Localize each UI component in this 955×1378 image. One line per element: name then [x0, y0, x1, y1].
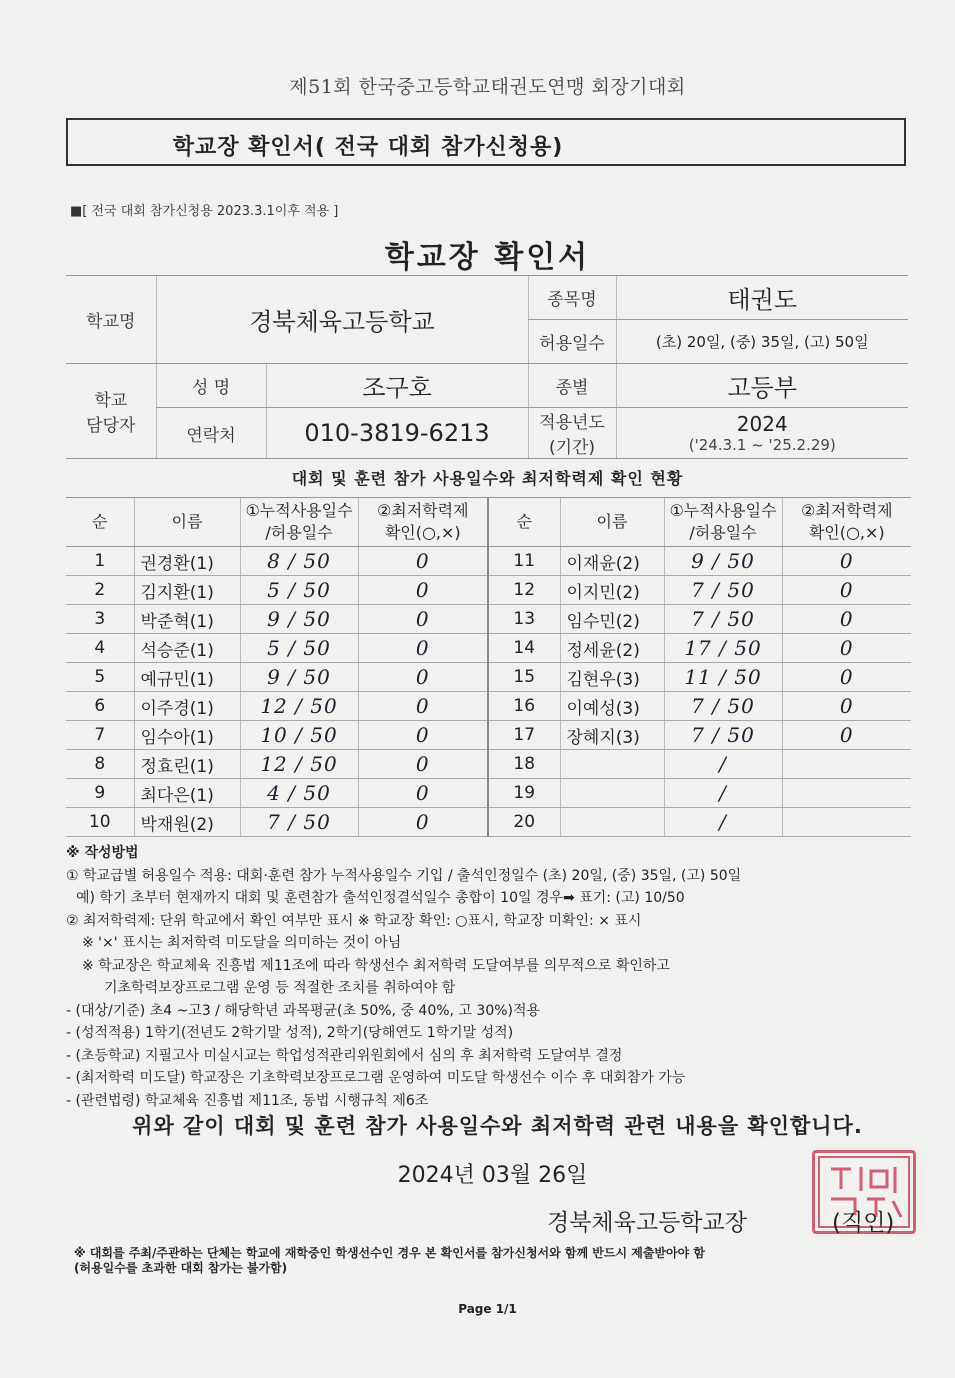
col-academic-left-l2: 확인(○,×) — [384, 523, 461, 542]
school-name-value: 경북체육고등학교 — [156, 276, 528, 364]
days-used: 7 / 50 — [664, 605, 782, 634]
academic-check: 0 — [782, 605, 911, 634]
period-value: ('24.3.1 ~ '25.2.29) — [688, 436, 836, 454]
confirmation-statement: 위와 같이 대회 및 훈련 참가 사용일수와 최저학력 관련 내용을 확인합니다. — [132, 1114, 863, 1138]
note-line: ② 최저학력제: 단위 학교에서 확인 여부만 표시 ※ 학교장 확인: ○표시, 학교장 미확인: × 표시 — [66, 912, 642, 929]
athlete-name — [560, 750, 664, 779]
athlete-name — [560, 808, 664, 837]
days-used: 9 / 50 — [240, 605, 358, 634]
footnote-line-1: ※ 대회를 주최/주관하는 단체는 학교에 재학중인 학생선수인 경우 본 확인서를 참가신청서와 함께 반드시 제출받아야 함 — [74, 1246, 705, 1260]
col-academic-left-l1: ②최저학력제 — [376, 501, 469, 520]
allowed-days-value: (초) 20일, (중) 35일, (고) 50일 — [616, 320, 908, 364]
contact-label: 연락처 — [156, 408, 266, 459]
table-row — [66, 547, 911, 576]
table-row — [66, 750, 911, 779]
allowed-days-label: 허용일수 — [528, 320, 616, 364]
academic-check: 0 — [782, 547, 911, 576]
sport-value: 태권도 — [616, 276, 908, 320]
note-line: ① 학교급별 허용일수 적용: 대회·훈련 참가 누적사용일수 기입 / 출석인정일수 (초) 20일, (중) 35일, (고) 50일 — [66, 867, 742, 884]
academic-check: 0 — [358, 605, 488, 634]
academic-check: 0 — [358, 750, 488, 779]
staff-label-line1: 학교 — [94, 391, 128, 411]
year-label-line1: 적용년도 — [539, 413, 605, 433]
academic-check — [782, 808, 911, 837]
division-value: 고등부 — [616, 364, 908, 408]
col-academic-right-l1: ②최저학력제 — [800, 501, 893, 520]
table-row — [66, 663, 911, 692]
academic-check: 0 — [358, 779, 488, 808]
days-used: 11 / 50 — [664, 663, 782, 692]
table-row — [66, 692, 911, 721]
section-title: 대회 및 훈련 참가 사용일수와 최저학력제 확인 현황 — [291, 469, 684, 488]
days-used: 5 / 50 — [240, 634, 358, 663]
academic-check: 0 — [782, 634, 911, 663]
footnote — [74, 1246, 705, 1276]
athlete-name: 김지환(1) — [134, 576, 240, 605]
staff-label — [66, 364, 156, 459]
note-line: - (최저학력 미도달) 학교장은 기초학력보장프로그램 운영하여 미도달 학생선수 이수 후 대회참가 가능 — [66, 1070, 686, 1086]
banner-title: 학교장 확인서( 전국 대회 참가신청용) — [172, 135, 564, 160]
note-line: ※ 학교장은 학교체육 진흥법 제11조에 따라 학생선수 최저학력 도달여부를 의무적으로 확인하고 — [82, 957, 670, 974]
row-no: 1 — [66, 547, 134, 576]
days-used: 7 / 50 — [664, 692, 782, 721]
academic-check: 0 — [782, 576, 911, 605]
col-name-right: 이름 — [560, 498, 664, 547]
table-row — [66, 634, 911, 663]
row-no: 4 — [66, 634, 134, 663]
sport-label: 종목명 — [528, 276, 616, 320]
seal-label: (직인) — [832, 1210, 895, 1236]
row-no: 13 — [488, 605, 560, 634]
principal-name: 경북체육고등학교장 — [547, 1210, 747, 1236]
col-days-right-l1: ①누적사용일수 — [669, 501, 777, 520]
days-used: 4 / 50 — [240, 779, 358, 808]
page-number: Page 1/1 — [458, 1302, 517, 1316]
academic-check: 0 — [358, 808, 488, 837]
athlete-name: 이예성(3) — [560, 692, 664, 721]
days-used: / — [664, 750, 782, 779]
athlete-name: 최다은(1) — [134, 779, 240, 808]
days-used: 17 / 50 — [664, 634, 782, 663]
note-line: ※ 작성방법 — [66, 845, 139, 861]
school-info-table — [66, 275, 908, 459]
days-used: 5 / 50 — [240, 576, 358, 605]
footnote-line-2: (허용일수를 초과한 대회 참가는 불가함) — [74, 1261, 288, 1275]
academic-check: 0 — [358, 663, 488, 692]
athlete-table-header — [66, 498, 911, 547]
athlete-name: 김현우(3) — [560, 663, 664, 692]
row-no: 11 — [488, 547, 560, 576]
days-used: 7 / 50 — [240, 808, 358, 837]
row-no: 19 — [488, 779, 560, 808]
col-academic-right-l2: 확인(○,×) — [808, 523, 885, 542]
staff-label-line2: 담당자 — [86, 416, 136, 436]
row-no: 18 — [488, 750, 560, 779]
days-used: 8 / 50 — [240, 547, 358, 576]
row-no: 14 — [488, 634, 560, 663]
note-line: ※ '×' 표시는 최저학력 미도달을 의미하는 것이 아님 — [82, 935, 402, 951]
academic-check: 0 — [782, 692, 911, 721]
row-no: 12 — [488, 576, 560, 605]
row-no: 10 — [66, 808, 134, 837]
event-title: 제51회 한국중고등학교태권도연맹 회장기대회 — [289, 76, 686, 98]
athlete-name: 이주경(1) — [134, 692, 240, 721]
row-no: 9 — [66, 779, 134, 808]
athlete-name: 예규민(1) — [134, 663, 240, 692]
col-academic-left — [358, 498, 488, 547]
row-no: 8 — [66, 750, 134, 779]
athlete-name: 박준혁(1) — [134, 605, 240, 634]
year-cell — [616, 408, 908, 459]
col-days-left — [240, 498, 358, 547]
staff-name-label: 성 명 — [156, 364, 266, 408]
days-used: / — [664, 779, 782, 808]
days-used: 10 / 50 — [240, 721, 358, 750]
table-row — [66, 779, 911, 808]
note-line: 예) 학기 초부터 현재까지 대회 및 훈련참가 출석인정결석일수 총합이 10일 경우➡ 표기: (고) 10/50 — [76, 890, 685, 906]
athlete-name: 이지민(2) — [560, 576, 664, 605]
col-academic-right — [782, 498, 911, 547]
athlete-name: 임수아(1) — [134, 721, 240, 750]
year-label-line2: (기간) — [548, 438, 596, 458]
row-no: 6 — [66, 692, 134, 721]
row-no: 15 — [488, 663, 560, 692]
form-banner — [66, 118, 906, 166]
division-label: 종별 — [528, 364, 616, 408]
note-line: - (대상/기준) 초4 ~고3 / 해당학년 과목평균(초 50%, 중 40%, 고 30%)적용 — [66, 1002, 541, 1019]
col-days-left-l1: ①누적사용일수 — [245, 501, 353, 520]
col-days-right-l2: /허용일수 — [689, 523, 757, 542]
table-row — [66, 808, 911, 837]
contact-value: 010-3819-6213 — [266, 408, 528, 459]
academic-check: 0 — [358, 576, 488, 605]
academic-check — [782, 779, 911, 808]
table-row — [66, 605, 911, 634]
athlete-name: 정효린(1) — [134, 750, 240, 779]
athlete-name: 박재원(2) — [134, 808, 240, 837]
row-no: 16 — [488, 692, 560, 721]
athlete-name: 권경환(1) — [134, 547, 240, 576]
row-no: 7 — [66, 721, 134, 750]
row-no: 3 — [66, 605, 134, 634]
days-used: 12 / 50 — [240, 750, 358, 779]
note-line: 기초학력보장프로그램 운영 등 적절한 조치를 취하여야 함 — [104, 980, 456, 996]
academic-check — [782, 750, 911, 779]
year-label — [528, 408, 616, 459]
athlete-name — [560, 779, 664, 808]
academic-check: 0 — [358, 692, 488, 721]
col-no-right: 순 — [488, 498, 560, 547]
col-no-left: 순 — [66, 498, 134, 547]
athlete-name: 이재윤(2) — [560, 547, 664, 576]
col-days-left-l2: /허용일수 — [265, 523, 333, 542]
days-used: 9 / 50 — [240, 663, 358, 692]
row-no: 2 — [66, 576, 134, 605]
academic-check: 0 — [782, 663, 911, 692]
academic-check: 0 — [358, 547, 488, 576]
athlete-name: 석승준(1) — [134, 634, 240, 663]
table-row — [66, 721, 911, 750]
row-no: 17 — [488, 721, 560, 750]
document-title: 학교장 확인서 — [384, 240, 591, 275]
staff-name-value: 조구호 — [266, 364, 528, 408]
school-name-label: 학교명 — [66, 276, 156, 364]
athlete-name: 정세윤(2) — [560, 634, 664, 663]
table-row — [66, 576, 911, 605]
col-name-left: 이름 — [134, 498, 240, 547]
scope-note: ■[ 전국 대회 참가신청용 2023.3.1이후 적용 ] — [70, 204, 339, 219]
row-no: 5 — [66, 663, 134, 692]
academic-check: 0 — [358, 634, 488, 663]
note-line: - (관련법령) 학교체육 진흥법 제11조, 동법 시행규칙 제6조 — [66, 1092, 429, 1109]
days-used: 9 / 50 — [664, 547, 782, 576]
days-used: / — [664, 808, 782, 837]
writing-instructions — [66, 842, 911, 1112]
athlete-name: 임수민(2) — [560, 605, 664, 634]
days-used: 7 / 50 — [664, 721, 782, 750]
academic-check: 0 — [782, 721, 911, 750]
year-value: 2024 — [736, 412, 788, 436]
academic-check: 0 — [358, 721, 488, 750]
athlete-table — [66, 497, 911, 837]
col-days-right — [664, 498, 782, 547]
athlete-name: 장혜지(3) — [560, 721, 664, 750]
note-line: - (초등학교) 지필고사 미실시교는 학업성적관리위원회에서 심의 후 최저학력 도달여부 결정 — [66, 1047, 623, 1064]
row-no: 20 — [488, 808, 560, 837]
days-used: 7 / 50 — [664, 576, 782, 605]
issue-date: 2024년 03월 26일 — [397, 1163, 588, 1188]
note-line: - (성적적용) 1학기(전년도 2학기말 성적), 2학기(당해연도 1학기말 성적) — [66, 1025, 514, 1041]
days-used: 12 / 50 — [240, 692, 358, 721]
